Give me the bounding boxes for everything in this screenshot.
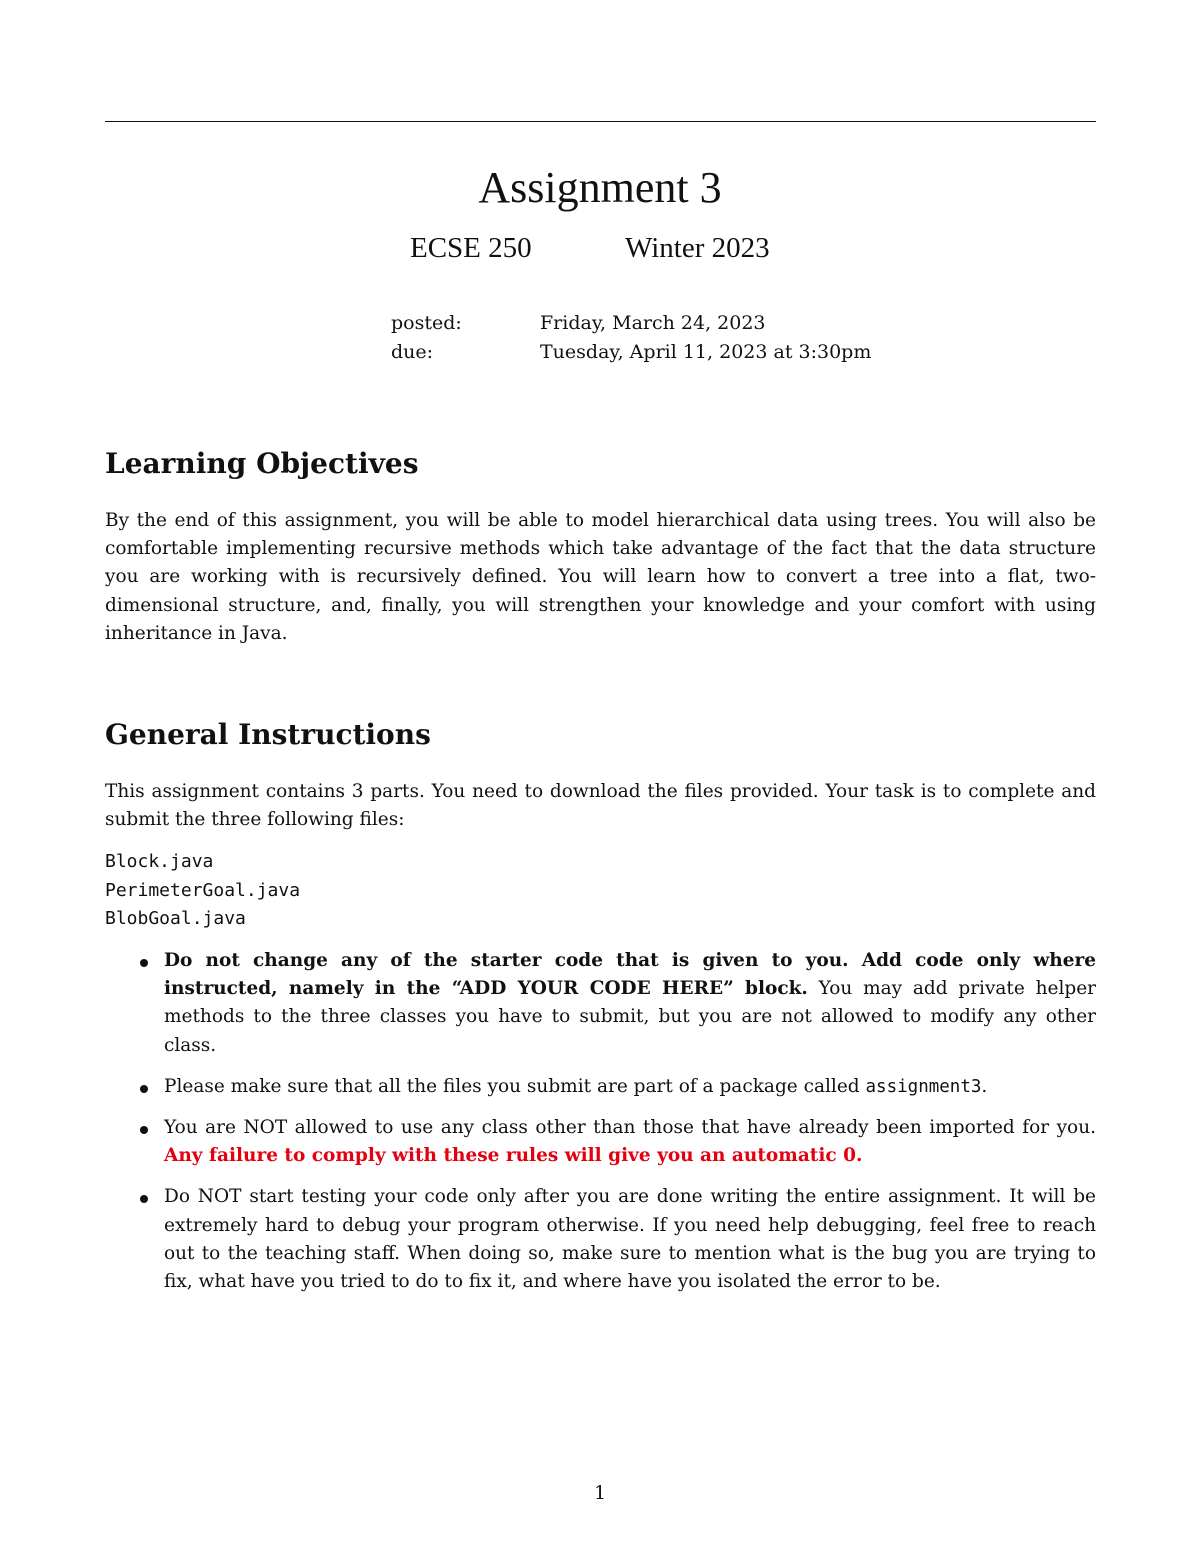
list-item [105, 1114, 1096, 1170]
instructions-list [105, 947, 1096, 1309]
learning-objectives-text: By the end of this assignment, you will be able to model hierarchical data using trees. You will also be comfortable implementing recursive methods which take advantage of the fact that the data structure you are working with is recursively defined. You will learn how to convert a tree into a flat, two-dimensional structure, and, finally, you will strengthen your knowledge and your comfort with using inheritance in Java. [105, 510, 1096, 644]
learning-objectives-heading: Learning Objectives [105, 447, 419, 480]
page-number: 1 [593, 1482, 607, 1504]
bullet-icon [140, 959, 148, 967]
general-instructions-intro: This assignment contains 3 parts. You need to download the files provided. Your task is to complete and submit the three following files: [105, 781, 1096, 831]
bullet-icon [140, 1126, 148, 1134]
top-horizontal-rule [105, 121, 1096, 122]
starter-code-warning: Do not change any of the starter code that is given to you. Add code only where instructed, namely in the “ADD YOUR CODE HERE” block. [164, 950, 1096, 1000]
list-item [105, 1183, 1096, 1296]
imports-note: You are NOT allowed to use any class other than those that have already been imported for you. [164, 1117, 1096, 1139]
file-list [105, 848, 300, 934]
assignment-title: Assignment 3 [478, 163, 722, 212]
course-code: ECSE 250 [410, 232, 532, 264]
list-item [105, 1073, 1096, 1101]
posted-label: posted: [391, 312, 462, 334]
automatic-zero-warning: Any failure to comply with these rules will give you an automatic 0. [164, 1145, 863, 1167]
package-note: Please make sure that all the files you submit are part of a package called [164, 1075, 866, 1097]
list-item [105, 947, 1096, 1060]
general-instructions-heading: General Instructions [105, 718, 431, 751]
package-name: assignment3 [865, 1076, 982, 1097]
course-line [410, 230, 770, 266]
package-note-end: . [981, 1075, 988, 1097]
file-item: PerimeterGoal.java [105, 879, 301, 901]
bullet-icon [140, 1195, 148, 1203]
helper-methods-note: You may add private helper methods to the three classes you have to submit, but you are not allowed to modify any other class. [164, 978, 1096, 1056]
posted-value: Friday, March 24, 2023 [540, 312, 766, 334]
due-value: Tuesday, April 11, 2023 at 3:30pm [540, 341, 872, 363]
due-label: due: [391, 341, 434, 363]
testing-note: Do NOT start testing your code only after you are done writing the entire assignment. It will be extremely hard to debug your program otherwise. If you need help debugging, feel free to reach out to the teaching staff. When doing so, make sure to mention what is the bug you are trying to fix, what have you tried to do to fix it, and where have you isolated the error to be. [164, 1186, 1096, 1293]
file-item: BlobGoal.java [105, 908, 246, 929]
file-item: Block.java [105, 851, 214, 872]
bullet-icon [140, 1085, 148, 1093]
course-term: Winter 2023 [625, 232, 770, 264]
